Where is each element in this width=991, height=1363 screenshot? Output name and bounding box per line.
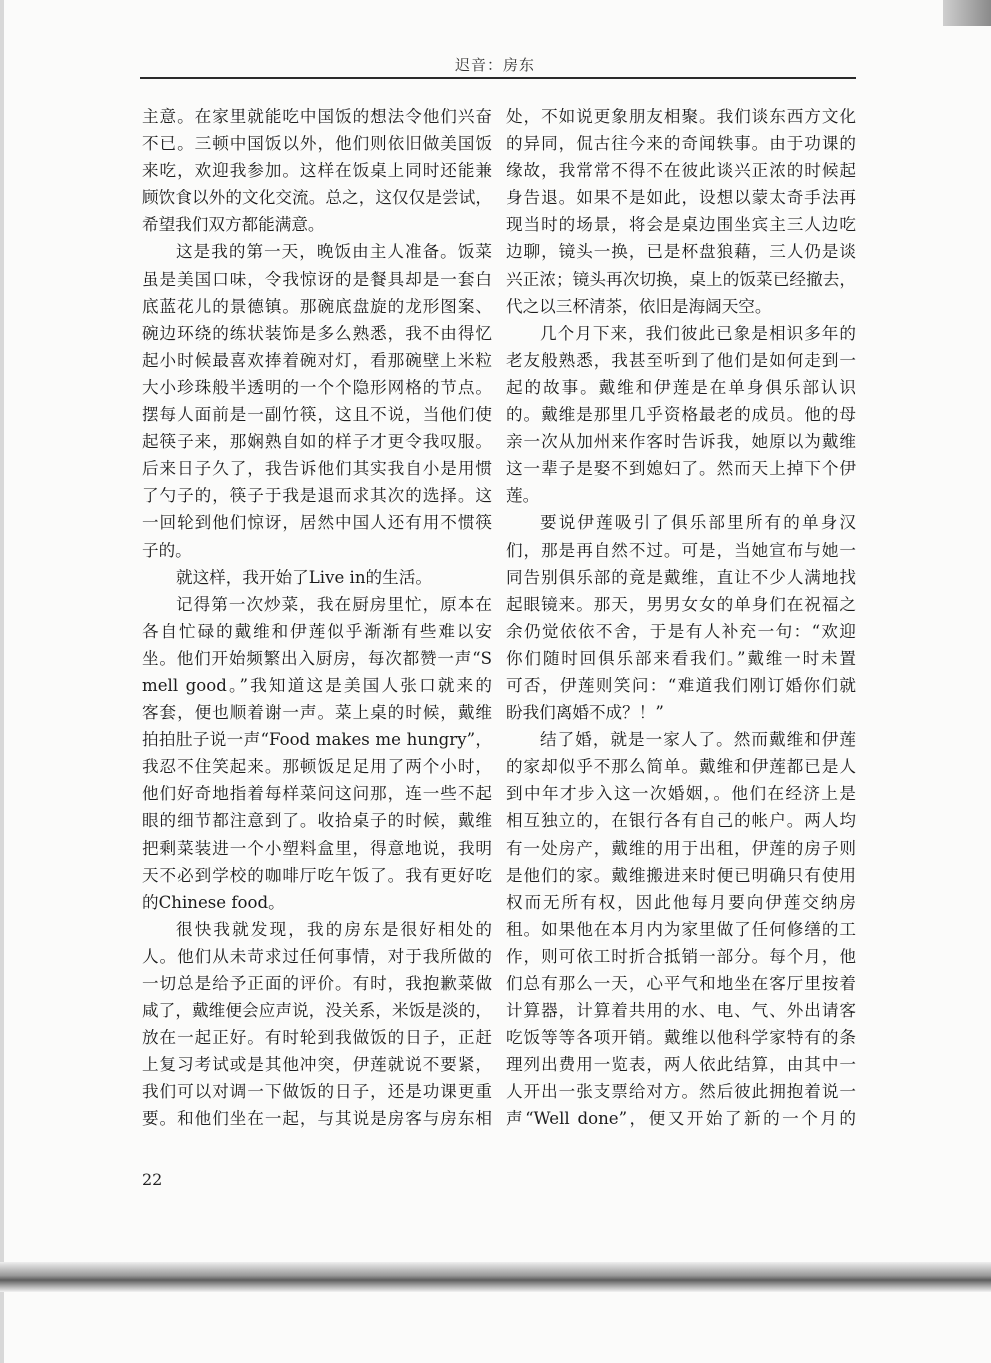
right-column <box>506 103 856 1133</box>
text-line: 理列出费用一览表，两人依此结算，由其中一 <box>506 1055 856 1075</box>
text-line: 就这样，我开始了Live in的生活。 <box>176 567 432 587</box>
text-line: 代之以三杯清茶，依旧是海阔天空。 <box>506 296 772 316</box>
text-line: 虽是美国口味，令我惊讶的是餐具却是一套白 <box>142 269 492 289</box>
text-line: 亲一次从加州来作客时告诉我，她原以为戴维 <box>506 432 856 452</box>
text-line: 了勺子的，筷子于我是退而求其次的选择。这 <box>142 486 492 506</box>
text-line: 租。如果他在本月内为家里做了任何修缮的工 <box>506 919 856 939</box>
text-line: 起的故事。戴维和伊莲是在单身俱乐部认识 <box>506 377 856 397</box>
scan-left-edge <box>0 0 4 1363</box>
text-line: 各自忙碌的戴维和伊莲似乎渐渐有些难以安 <box>142 621 492 641</box>
paragraph <box>142 564 492 591</box>
running-title: 迟音：房东 <box>455 56 536 74</box>
text-line: 的。戴维是那里几乎资格最老的成员。他的母 <box>506 405 856 425</box>
left-column <box>142 103 492 1133</box>
page-number: 22 <box>142 1170 163 1189</box>
text-line: 处，不如说更象朋友相聚。我们谈东西方文化 <box>506 107 856 126</box>
text-line: 他们好奇地指着每样菜问这问那，连一些不起 <box>142 784 492 804</box>
text-line: 我们可以对调一下做饭的日子，还是功课更重 <box>142 1082 492 1102</box>
paragraph <box>506 509 856 726</box>
text-line: 盼我们离婚不成？！” <box>506 703 664 723</box>
text-line: 天不必到学校的咖啡厅吃午饭了。我有更好吃 <box>142 865 492 885</box>
text-line: 记得第一次炒菜，我在厨房里忙，原本在 <box>176 594 492 614</box>
text-line: 有一处房产，戴维的用于出租，伊莲的房子则 <box>506 838 856 858</box>
text-line: 一回轮到他们惊讶，居然中国人还有用不惯筷 <box>142 513 492 533</box>
text-line: 上复习考试或是其他冲突，伊莲就说不要紧， <box>142 1055 492 1075</box>
text-line: 吃饭等等各项开销。戴维以他科学家特有的条 <box>506 1028 856 1048</box>
paragraph <box>142 103 492 238</box>
text-line: 身告退。如果不是如此，设想以蒙太奇手法再 <box>506 188 856 208</box>
text-line: 不已。三顿中国饭以外，他们则依旧做美国饭 <box>142 134 492 154</box>
text-line: 计算器，计算着共用的水、电、气、外出请客 <box>506 1001 856 1021</box>
text-line: 咸了，戴维便会应声说，没关系，米饭是淡的， <box>142 1001 492 1021</box>
paragraph <box>142 916 492 1133</box>
text-line: 一切总是给予正面的评价。有时，我抱歉菜做 <box>142 974 492 993</box>
text-line: 放在一起正好。有时轮到我做饭的日子，正赶 <box>142 1028 492 1048</box>
text-line: 的异同，侃古往今来的奇闻轶事。由于功课的 <box>506 134 856 154</box>
text-line: mell good。”我知道这是美国人张口就来的 <box>142 675 492 695</box>
text-line: 顾饮食以外的文化交流。总之，这仅仅是尝试， <box>142 188 492 208</box>
text-line: 拍拍肚子说一声“Food makes me hungry”， <box>142 730 492 750</box>
text-line: 声“Well done”，便又开始了新的一个月的 <box>506 1109 856 1129</box>
text-line: 大小珍珠般半透明的一个个隐形网格的节点。 <box>142 377 492 397</box>
scan-corner-shadow <box>943 0 991 26</box>
text-line: 起眼镜来。那天，男男女女的单身们在祝福之 <box>506 594 856 614</box>
text-line: 这一辈子是娶不到媳妇了。然而天上掉下个伊 <box>506 459 856 479</box>
text-line: 我忍不住笑起来。那顿饭足足用了两个小时， <box>142 757 492 777</box>
text-line: 莲。 <box>506 486 540 506</box>
text-line: 权而无所有权，因此他每月要向伊莲交纳房 <box>506 892 856 912</box>
paragraph <box>142 238 492 563</box>
text-line: 你们随时回俱乐部来看我们。”戴维一时未置 <box>506 648 856 668</box>
text-line: 起筷子来，那娴熟自如的样子才更令我叹服。 <box>142 432 492 452</box>
text-line: 是他们的家。戴维搬进来时便已明确只有使用 <box>506 865 856 885</box>
text-line: 老友般熟悉，我甚至听到了他们是如何走到一 <box>506 350 856 370</box>
text-line: 余仍觉依依不舍，于是有人补充一句：“欢迎 <box>506 621 856 641</box>
text-line: 的Chinese food。 <box>142 892 285 912</box>
text-line: 把剩菜装进一个小塑料盒里，得意地说，我明 <box>142 838 492 858</box>
text-line: 要。和他们坐在一起，与其说是房客与房东相 <box>142 1109 492 1129</box>
text-line: 人。他们从未苛求过任何事情，对于我所做的 <box>142 946 492 966</box>
text-line: 兴正浓；镜头再次切换，桌上的饭菜已经撤去， <box>506 269 856 289</box>
text-line: 碗边环绕的练状装饰是多么熟悉，我不由得忆 <box>142 323 492 343</box>
text-line: 希望我们双方都能满意。 <box>142 215 325 235</box>
text-line: 眼的细节都注意到了。收拾桌子的时候，戴维 <box>142 811 492 831</box>
text-line: 摆每人面前是一副竹筷，这且不说，当他们使 <box>142 405 492 425</box>
paragraph <box>506 103 856 320</box>
text-line: 到中年才步入这一次婚姻，。他们在经济上是 <box>506 784 856 804</box>
text-line: 相互独立的，在银行各有自己的帐户。两人均 <box>506 811 856 831</box>
text-line: 结了婚，就是一家人了。然而戴维和伊莲 <box>540 730 856 750</box>
text-line: 的家却似乎不那么简单。戴维和伊莲都已是人 <box>506 757 856 777</box>
text-line: 作，则可依工时折合抵销一部分。每个月，他 <box>506 946 856 966</box>
text-line: 们总有那么一天，心平气和地坐在客厅里按着 <box>506 974 856 993</box>
text-line: 客套，便也顺着谢一声。菜上桌的时候，戴维 <box>142 703 492 723</box>
text-line: 边聊，镜头一换，已是杯盘狼藉，三人仍是谈 <box>506 242 856 262</box>
text-line: 很快我就发现，我的房东是很好相处的 <box>176 919 492 939</box>
text-line: 同告别俱乐部的竟是戴维，直让不少人满地找 <box>506 567 856 587</box>
paragraph <box>142 591 492 916</box>
text-line: 后来日子久了，我告诉他们其实我自小是用惯 <box>142 459 492 479</box>
text-line: 要说伊莲吸引了俱乐部里所有的单身汉 <box>540 513 856 533</box>
text-line: 人开出一张支票给对方。然后彼此拥抱着说一 <box>506 1082 856 1102</box>
header-rule <box>140 77 856 79</box>
text-line: 坐。他们开始频繁出入厨房，每次都赞一声“S <box>142 648 492 668</box>
text-line: 起小时候最喜欢捧着碗对灯，看那碗壁上米粒 <box>142 350 492 370</box>
text-line: 这是我的第一天，晚饭由主人准备。饭菜 <box>176 242 492 262</box>
paragraph <box>506 726 856 1132</box>
text-line: 可否，伊莲则笑问：“难道我们刚订婚你们就 <box>506 675 856 695</box>
scan-bottom-shadow <box>0 1262 991 1292</box>
text-line: 缘故，我常常不得不在彼此谈兴正浓的时候起 <box>506 161 856 181</box>
text-line: 主意。在家里就能吃中国饭的想法令他们兴奋 <box>142 107 492 126</box>
text-line: 底蓝花儿的景德镇。那碗底盘旋的龙形图案、 <box>142 296 492 316</box>
text-line: 现当时的场景，将会是桌边围坐宾主三人边吃 <box>506 215 856 235</box>
paragraph <box>506 320 856 510</box>
text-line: 子的。 <box>142 540 192 560</box>
text-line: 来吃，欢迎我参加。这样在饭桌上同时还能兼 <box>142 161 492 181</box>
text-line: 几个月下来，我们彼此已象是相识多年的 <box>540 323 856 343</box>
text-line: 们，那是再自然不过。可是，当她宣布与她一 <box>506 540 856 560</box>
